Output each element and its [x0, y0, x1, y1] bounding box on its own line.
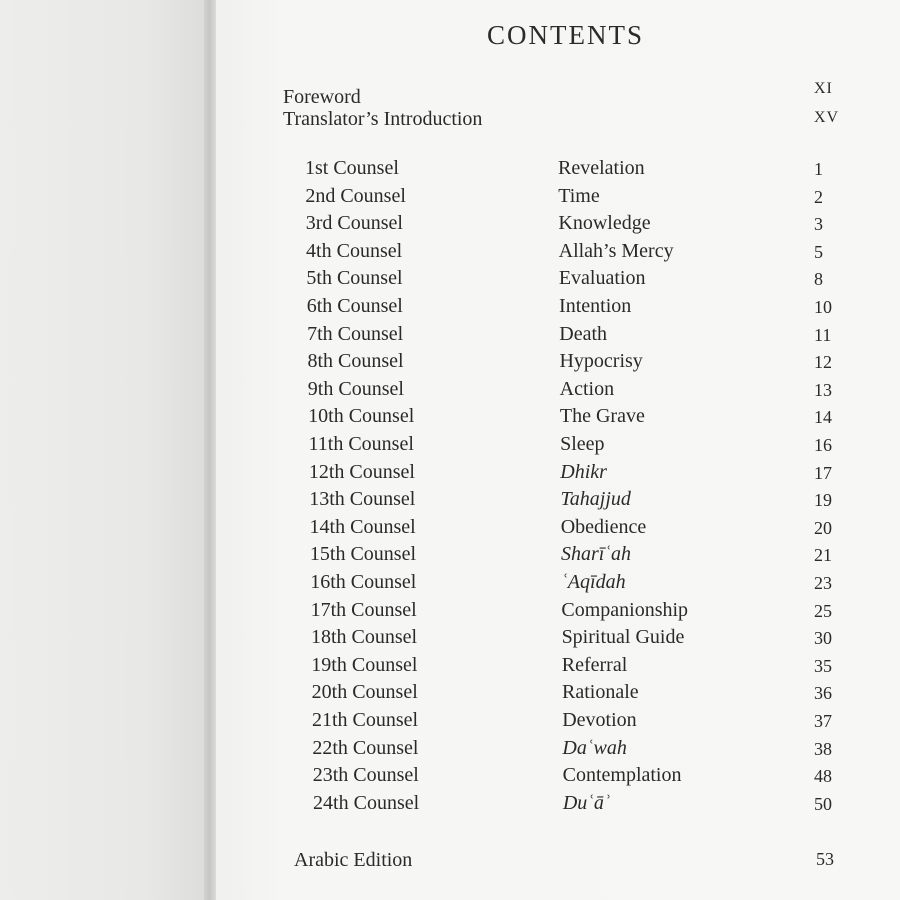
translators-introduction-page: XV	[814, 109, 840, 126]
counsel-topic: The Grave	[559, 405, 645, 428]
counsel-topic: Devotion	[562, 709, 637, 731]
counsel-label: 23th Counsel	[312, 764, 419, 787]
counsel-row	[0, 433, 900, 461]
counsel-label: 6th Counsel	[306, 295, 403, 317]
counsel-label: 2nd Counsel	[305, 184, 406, 207]
counsel-topic: Death	[559, 322, 608, 345]
counsel-label: 22th Counsel	[312, 736, 419, 759]
counsel-label: 10th Counsel	[308, 405, 415, 428]
counsel-page-number: 30	[814, 628, 832, 649]
counsel-row	[0, 461, 900, 489]
counsel-page-number: 1	[814, 159, 823, 179]
counsel-page-number: 3	[814, 214, 823, 235]
counsel-label: 5th Counsel	[306, 267, 403, 290]
counsel-page-number: 5	[814, 241, 823, 262]
counsel-label: 24th Counsel	[313, 791, 420, 814]
counsel-page-number: 2	[814, 186, 823, 207]
arabic-edition-title: Arabic Edition	[294, 849, 413, 871]
counsel-page-number: 23	[814, 573, 832, 593]
counsel-row	[0, 709, 900, 737]
counsel-row	[0, 599, 900, 627]
counsel-row	[0, 654, 900, 682]
counsel-row	[0, 792, 900, 820]
counsel-label: 4th Counsel	[306, 239, 403, 262]
counsel-row	[0, 488, 900, 516]
counsel-label: 20th Counsel	[311, 681, 418, 704]
counsel-page-number: 16	[814, 435, 832, 455]
counsel-label: 15th Counsel	[309, 543, 417, 566]
counsel-page-number: 12	[814, 352, 832, 373]
counsel-row	[0, 543, 900, 571]
counsel-row	[0, 185, 900, 213]
counsel-topic: Referral	[561, 653, 628, 676]
counsel-label: 13th Counsel	[309, 488, 416, 511]
counsel-row	[0, 350, 900, 378]
foreword-page: XI	[814, 80, 833, 97]
counsel-page-number: 48	[814, 766, 832, 787]
counsel-topic: Duʿāʾ	[562, 791, 611, 814]
counsel-row	[0, 516, 900, 544]
counsel-topic: Rationale	[561, 681, 639, 704]
counsel-page-number: 20	[814, 517, 832, 538]
counsel-page-number: 14	[814, 407, 832, 428]
counsel-label: 9th Counsel	[307, 377, 404, 400]
counsel-label: 16th Counsel	[310, 571, 417, 593]
counsel-page-number: 17	[814, 462, 832, 483]
foreword-title: Foreword	[283, 86, 361, 108]
counsel-page-number: 37	[814, 711, 832, 731]
counsel-topic: Hypocrisy	[559, 350, 643, 373]
counsel-topic: Obedience	[560, 515, 647, 538]
counsel-topic: Companionship	[561, 598, 689, 621]
counsel-topic: Tahajjud	[560, 488, 631, 511]
counsel-row	[0, 378, 900, 406]
contents-heading: CONTENTS	[487, 20, 644, 50]
counsel-topic: Sharīʿah	[560, 543, 631, 566]
counsel-page-number: 35	[814, 655, 832, 676]
counsel-page-number: 19	[814, 490, 832, 511]
counsel-row	[0, 157, 900, 185]
counsel-row	[0, 240, 900, 268]
counsel-row	[0, 212, 900, 240]
counsel-topic: Action	[559, 377, 615, 400]
counsel-row	[0, 267, 900, 295]
counsel-label: 18th Counsel	[310, 626, 418, 649]
counsel-label: 11th Counsel	[308, 433, 414, 455]
counsel-row	[0, 681, 900, 709]
counsel-page-number: 36	[814, 683, 832, 704]
counsel-topic: Intention	[559, 295, 632, 317]
counsel-label: 1st Counsel	[305, 157, 399, 179]
counsel-row	[0, 405, 900, 433]
counsel-page-number: 8	[814, 269, 823, 290]
counsel-label: 19th Counsel	[311, 653, 418, 676]
counsel-topic: Spiritual Guide	[561, 626, 685, 649]
counsel-label: 3rd Counsel	[305, 212, 403, 235]
counsel-page-number: 38	[814, 738, 832, 759]
counsel-topic: Sleep	[560, 433, 605, 455]
counsel-label: 12th Counsel	[308, 460, 415, 483]
counsel-label: 8th Counsel	[307, 350, 404, 373]
counsel-row	[0, 737, 900, 765]
counsel-topic: Daʿwah	[562, 736, 627, 759]
counsel-page-number: 21	[814, 545, 832, 566]
counsel-label: 17th Counsel	[310, 598, 417, 621]
counsel-label: 21th Counsel	[312, 709, 419, 731]
counsel-label: 7th Counsel	[307, 322, 404, 345]
counsel-topic: Knowledge	[558, 212, 651, 235]
counsel-topic: Revelation	[558, 157, 645, 179]
counsel-page-number: 11	[814, 324, 832, 345]
arabic-edition-page: 53	[816, 849, 834, 869]
counsel-page-number: 50	[814, 793, 832, 814]
counsel-row	[0, 626, 900, 654]
translators-introduction-title: Translator’s Introduction	[283, 108, 483, 130]
counsel-topic: Dhikr	[560, 460, 607, 483]
counsel-row	[0, 571, 900, 599]
counsel-topic: Contemplation	[562, 764, 682, 787]
counsel-topic: Allah’s Mercy	[558, 239, 674, 262]
counsel-page-number: 10	[814, 297, 832, 317]
counsel-row	[0, 295, 900, 323]
counsel-topic: ʿAqīdah	[561, 571, 626, 593]
counsel-topic: Time	[558, 184, 600, 207]
counsel-label: 14th Counsel	[309, 515, 416, 538]
counsel-row	[0, 764, 900, 792]
counsel-row	[0, 323, 900, 351]
counsel-page-number: 13	[814, 379, 832, 400]
counsel-page-number: 25	[814, 600, 832, 621]
counsel-topic: Evaluation	[558, 267, 646, 290]
